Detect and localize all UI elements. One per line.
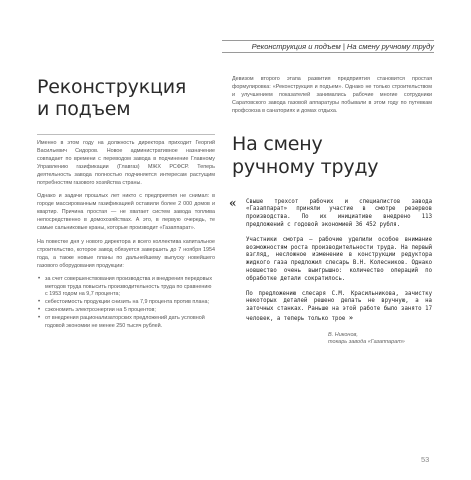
close-quote-icon: »	[348, 312, 354, 322]
right-column	[229, 76, 432, 347]
section-title	[37, 76, 215, 120]
quote-block	[229, 195, 432, 348]
body-paragraph-1: Именно в этом году на должность директора приходит Георгий Васильевич Сидоров. Новое административное назначение совпадает по времени с переводом завода в подчинение Главному Управлению газификации (Главгаз) МЖХ РСФСР. Теперь деятельность завода полностью подчиняется интересам растущим потребностям газового хозяйства страны.	[37, 140, 215, 186]
list-item: • себестоимость продукции снизить на 7,9 процента против плана;	[37, 299, 215, 307]
goals-list	[37, 276, 215, 331]
quote-paragraph-2: Участники смотра — рабочие уделили особое внимание возможностям роста производительности труда. На первый взгляд, несложное изменение в конструкции редуктора жидкого газа предложил слесарь В.Н. Колесников. Однако новшество очень выигрышно: количество операций по обработке детали сократилось.	[246, 236, 432, 282]
running-header	[222, 40, 434, 53]
running-header-title: Реконструкция и подъем | На смену ручному труду	[251, 42, 434, 51]
list-item: • за счет совершенствования производства и внедрения передовых методов труда повысить производительность труда по сравнению с 1953 годом на 9,7 процента;	[37, 276, 215, 300]
quote-paragraph-3	[246, 291, 432, 324]
body-paragraph-2: Однако и задачи прошлых лет никто с предприятия не снимал: в городе массированным газификацией оставили более 2 000 домов и квартир. Причина простая — не хватает систем завода топлива непосредственно в домохозяйствах. А это, в первую очередь, те самые сальниковые краны, которые производит «Газаппарат».	[37, 193, 215, 232]
section-title-text: Реконструкция и подъем	[37, 76, 187, 120]
quote-signature: В. Никонов, токарь завода «Газаппарат»	[328, 331, 405, 346]
body-paragraph-3: На повестке дня у нового директора и всего коллектива капитальное строительство, которое завод обязуется завершить до 7 ноября 1954 года, а также новые планы по дальнейшему выпуску новейшего газового оборудования продукции:	[37, 238, 215, 269]
list-item: • сэкономить электроэнергии на 5 процентов;	[37, 307, 215, 315]
subsection-title-text: На смену ручному труду	[232, 132, 379, 178]
quote-paragraph-1: Свыше трехсот рабочих и специалистов завода «Газаппарат» приняли участие в смотре резервов производства. По их инициативе внедрено 113 предложений с годовой экономией 36 452 рубля.	[246, 198, 432, 228]
title-divider	[37, 134, 215, 135]
open-quote-icon: «	[229, 195, 237, 210]
subsection-title	[232, 133, 432, 179]
intro-paragraph: Девизом второго этапа развития предприятия становится простая формулировка: «Реконструкция и подъем». Однако не только строительством и улучшением показателей занимались рабочие многие сотрудники Саратовского завода газовой аппаратуры побывали в этом году по путевкам профсоюза в санаториях и домах отдыха.	[232, 76, 432, 114]
left-column	[37, 76, 215, 331]
page-number: 53	[421, 455, 430, 464]
list-item: • от внедрения рационализаторских предложений дать условной годовой экономии не менее 250 тысяч рублей.	[37, 315, 215, 331]
quote-paragraph-3-text: По предложению слесаря С.М. Красильникова, зачистку некоторых деталей решено делать не вручную, а на заточных станках. Раньше на этой работе было занято 17 человек, а теперь только трое	[246, 290, 432, 322]
